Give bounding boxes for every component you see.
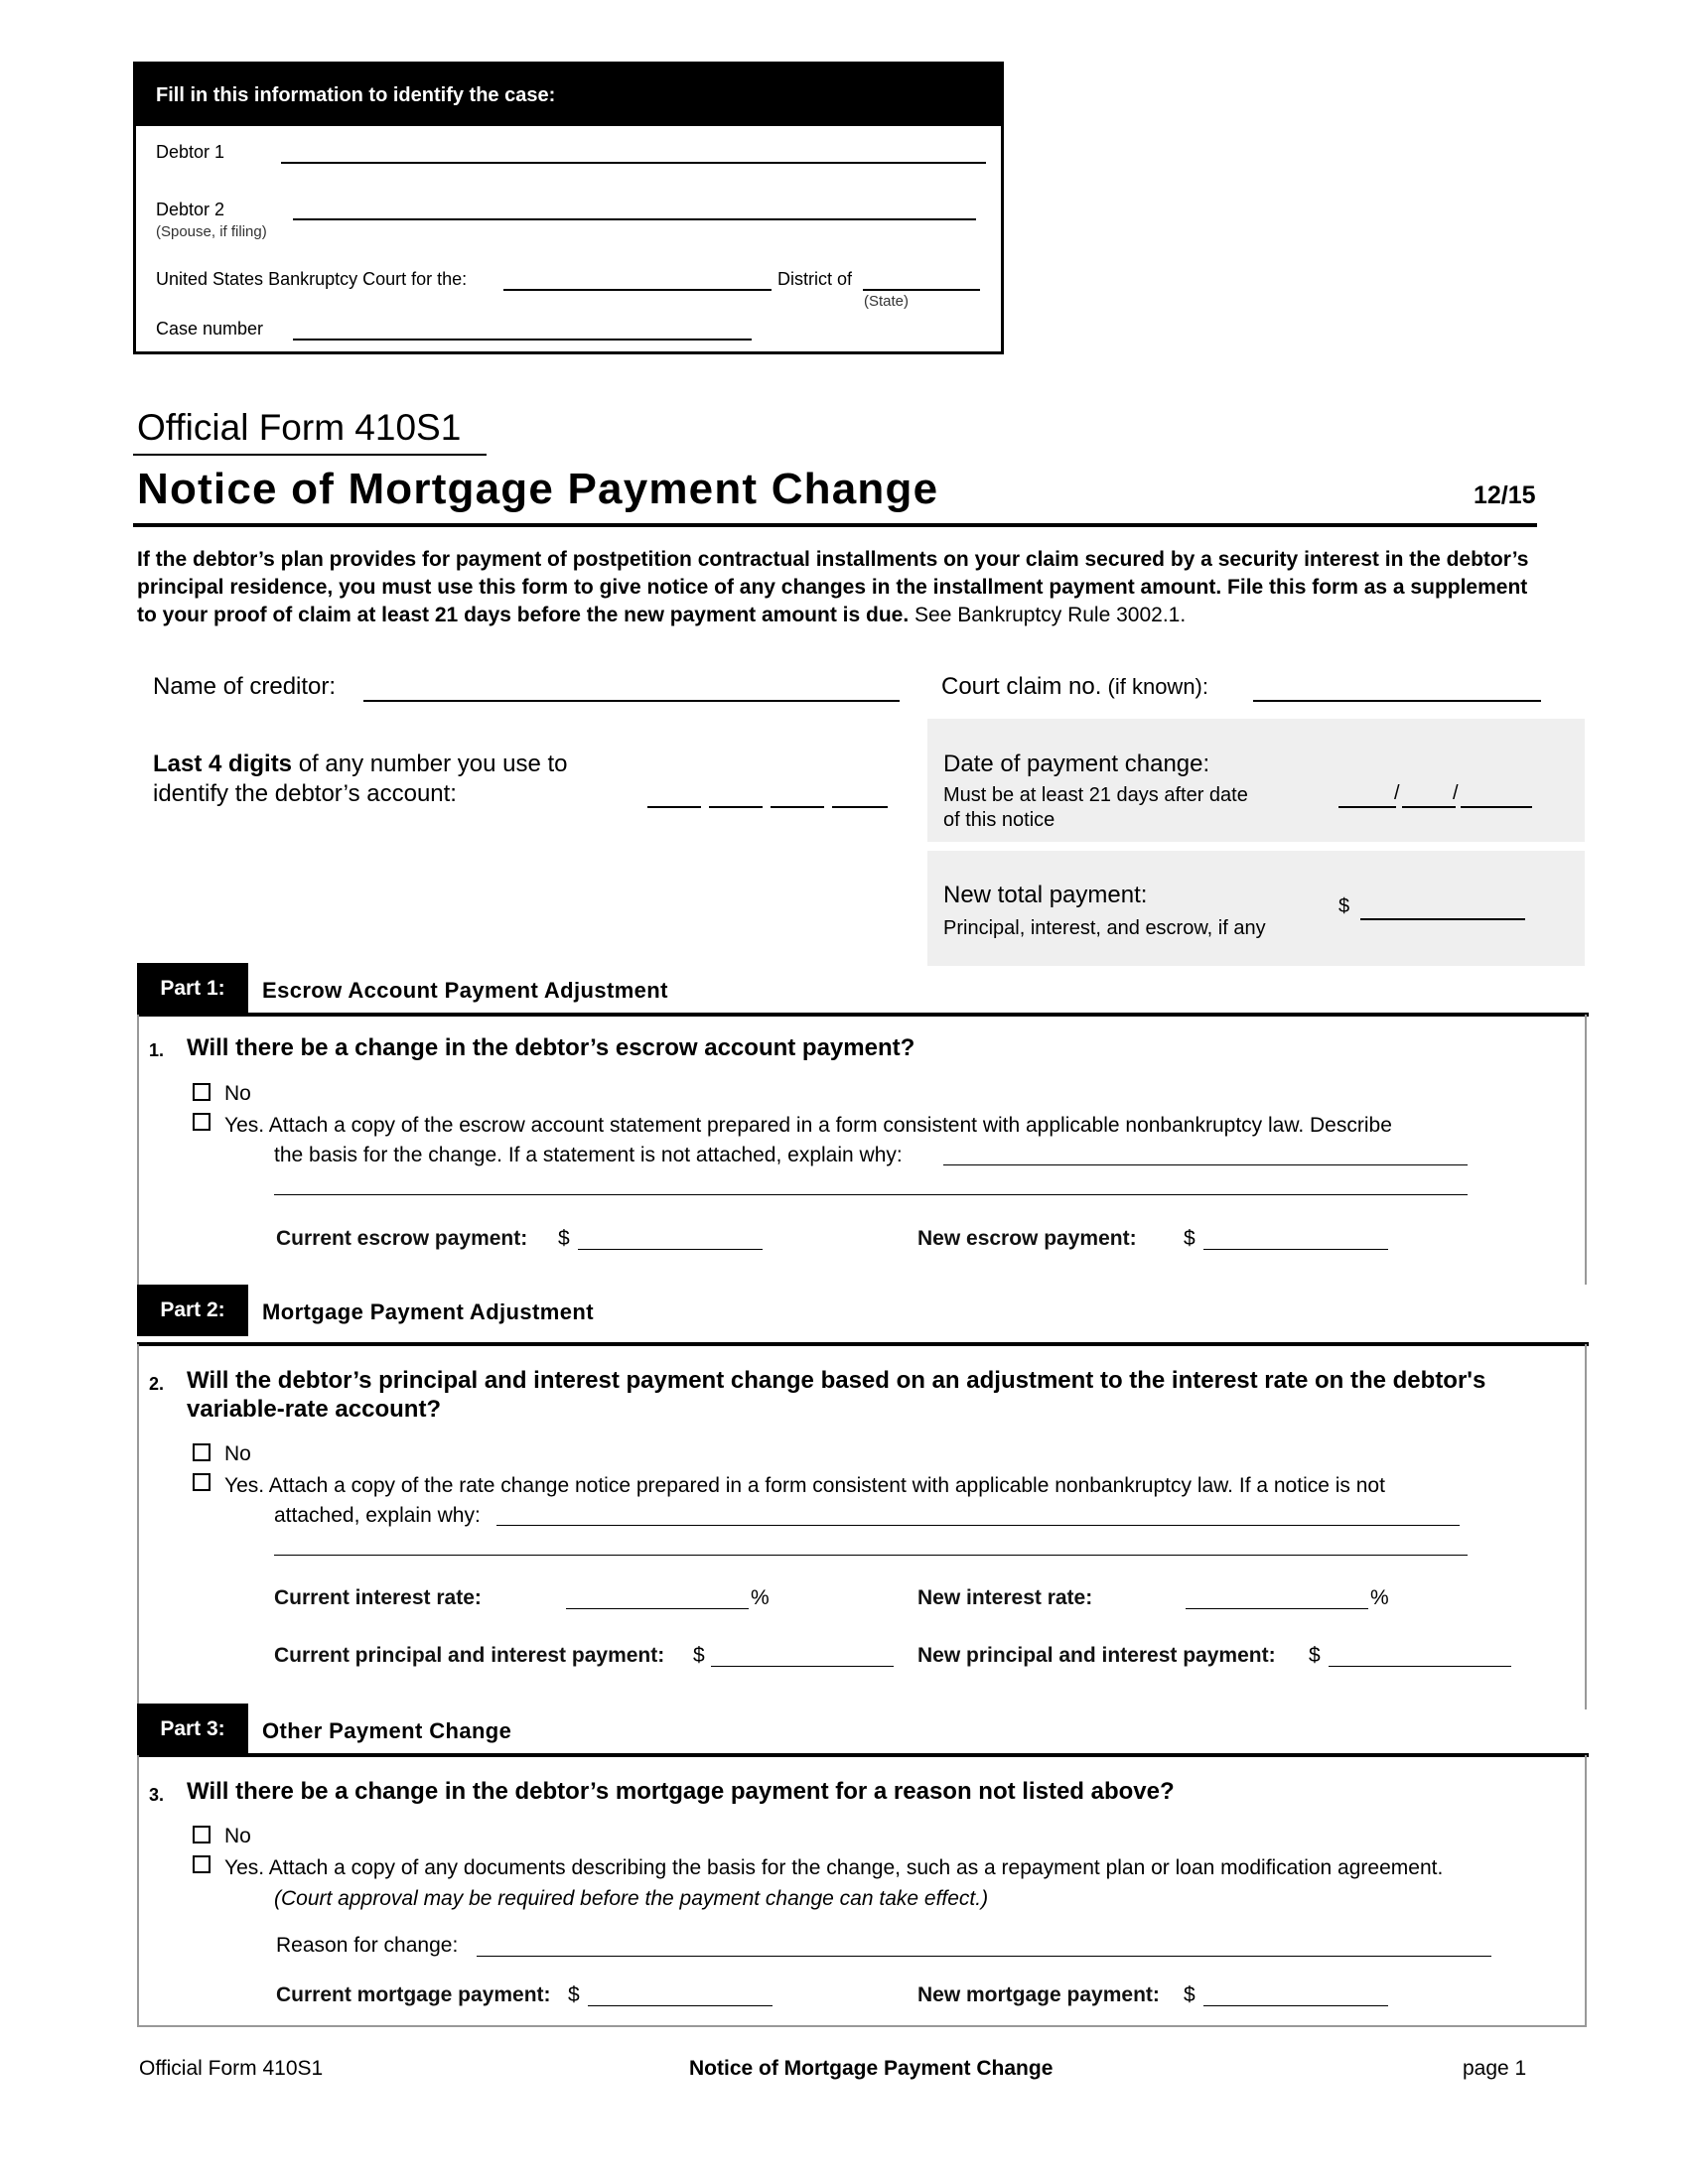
intro-paragraph <box>137 546 1547 629</box>
q1-yes-text-line2: the basis for the change. If a statement is not attached, explain why: <box>274 1144 903 1166</box>
date-change-label: Date of payment change: <box>943 751 1210 777</box>
q3-no-checkbox[interactable] <box>193 1826 211 1843</box>
current-rate-percent: % <box>751 1586 770 1609</box>
q3-yes-text-line1: Yes. Attach a copy of any documents describing the basis for the change, such as a repayment plan or loan modification agreement. <box>224 1856 1444 1879</box>
part1-rule <box>137 1013 1589 1017</box>
part3-bottom-border <box>137 2025 1587 2027</box>
current-escrow-field[interactable] <box>578 1249 763 1250</box>
last4-label-line2: identify the debtor’s account: <box>153 780 457 807</box>
court-claim-label-text: Court claim no <box>941 673 1095 700</box>
court-claim-label <box>941 673 1208 701</box>
creditor-name-field[interactable] <box>363 700 900 702</box>
court-label: United States Bankruptcy Court for the: <box>156 269 468 289</box>
current-rate-label: Current interest rate: <box>274 1586 482 1609</box>
current-pi-label: Current principal and interest payment: <box>274 1644 665 1667</box>
title-rule <box>133 523 1537 527</box>
new-escrow-label: New escrow payment: <box>917 1227 1137 1250</box>
current-mortgage-dollar: $ <box>568 1983 580 2006</box>
part1-tab: Part 1: <box>137 963 248 1015</box>
q3-no-label: No <box>224 1825 251 1847</box>
form-edition: 12/15 <box>1474 481 1536 509</box>
part3-right-border <box>1585 1755 1587 2027</box>
q2-no-checkbox[interactable] <box>193 1443 211 1461</box>
date-year-field[interactable] <box>1461 806 1532 808</box>
new-escrow-field[interactable] <box>1203 1249 1388 1250</box>
debtor1-label: Debtor 1 <box>156 142 225 162</box>
current-escrow-dollar: $ <box>558 1227 570 1250</box>
new-mortgage-dollar: $ <box>1184 1983 1196 2006</box>
date-day-field[interactable] <box>1402 806 1456 808</box>
case-number-field[interactable] <box>293 339 752 341</box>
reason-label: Reason for change: <box>276 1934 459 1957</box>
part3-tab: Part 3: <box>137 1704 248 1755</box>
footer-form-number: Official Form 410S1 <box>139 2057 324 2080</box>
part3-rule <box>137 1753 1589 1757</box>
last4-label <box>153 751 568 778</box>
part2-right-border <box>1585 1344 1587 1709</box>
debtor1-field[interactable] <box>281 162 986 164</box>
new-rate-label: New interest rate: <box>917 1586 1093 1609</box>
q2-yes-checkbox[interactable] <box>193 1473 211 1491</box>
part3-title: Other Payment Change <box>262 1718 512 1743</box>
debtor2-field[interactable] <box>293 218 976 220</box>
question2-text-line1: Will the debtor’s principal and interest payment change based on an adjustment to the interest rate on the debtor's <box>187 1367 1486 1394</box>
date-slash-1: / <box>1394 782 1400 804</box>
last4-bold-text: Last 4 digits <box>153 751 293 777</box>
total-payment-field[interactable] <box>1360 918 1525 920</box>
intro-bold-text: If the debtor’s plan provides for payment of postpetition contractual installments on your claim secured by a security interest in the debtor’s principal residence, you must use this form to give notice of any changes in the installment payment amount. File this form as a supplement to your proof of claim at least 21 days before the new payment amount is due. <box>137 548 1529 626</box>
question2-number: 2. <box>149 1374 165 1394</box>
reason-field[interactable] <box>477 1956 1491 1957</box>
footer-page-number: page 1 <box>1463 2057 1527 2080</box>
q2-explain-field-1[interactable] <box>496 1525 1460 1526</box>
q1-explain-field-2[interactable] <box>274 1194 1468 1195</box>
q2-yes-text-line2: attached, explain why: <box>274 1504 481 1527</box>
date-change-note-2: of this notice <box>943 809 1055 831</box>
creditor-name-label: Name of creditor: <box>153 673 337 700</box>
part1-left-border <box>137 1015 139 1285</box>
state-field[interactable] <box>863 289 980 291</box>
q1-yes-checkbox[interactable] <box>193 1113 211 1131</box>
current-pi-field[interactable] <box>711 1666 894 1667</box>
q2-explain-field-2[interactable] <box>274 1555 1468 1556</box>
part2-left-border <box>137 1344 139 1709</box>
current-rate-field[interactable] <box>566 1608 749 1609</box>
q3-court-approval-note: (Court approval may be required before the payment change can take effect.) <box>274 1887 989 1910</box>
current-mortgage-label: Current mortgage payment: <box>276 1983 551 2006</box>
q3-yes-checkbox[interactable] <box>193 1855 211 1873</box>
last4-digit-4[interactable] <box>832 806 888 808</box>
part2-rule <box>137 1342 1589 1346</box>
date-slash-2: / <box>1453 782 1459 804</box>
q2-yes-text-line1: Yes. Attach a copy of the rate change notice prepared in a form consistent with applicable nonbankruptcy law. If a notice is not <box>224 1474 1385 1497</box>
new-escrow-dollar: $ <box>1184 1227 1196 1250</box>
new-mortgage-label: New mortgage payment: <box>917 1983 1160 2006</box>
new-mortgage-field[interactable] <box>1203 2005 1388 2006</box>
part1-right-border <box>1585 1015 1587 1285</box>
intro-rule-reference: See Bankruptcy Rule 3002.1. <box>909 604 1187 626</box>
page-title: Notice of Mortgage Payment Change <box>137 465 939 513</box>
part2-title: Mortgage Payment Adjustment <box>262 1299 594 1324</box>
question1-number: 1. <box>149 1040 165 1060</box>
part1-title: Escrow Account Payment Adjustment <box>262 978 668 1003</box>
q1-yes-text-line1: Yes. Attach a copy of the escrow account statement prepared in a form consistent with applicable nonbankruptcy law. Describe <box>224 1114 1392 1137</box>
case-box-header: Fill in this information to identify the case: <box>136 65 1001 126</box>
q1-explain-field-1[interactable] <box>943 1164 1468 1165</box>
new-pi-dollar: $ <box>1309 1644 1321 1667</box>
date-month-field[interactable] <box>1338 806 1396 808</box>
court-claim-dot: . <box>1094 673 1102 700</box>
total-payment-dollar: $ <box>1338 895 1350 917</box>
court-claim-field[interactable] <box>1253 700 1541 702</box>
last4-digit-1[interactable] <box>647 806 701 808</box>
case-identification-box <box>133 62 1004 354</box>
question3-number: 3. <box>149 1785 165 1805</box>
debtor2-note: (Spouse, if filing) <box>156 223 267 240</box>
current-mortgage-field[interactable] <box>588 2005 773 2006</box>
part2-tab: Part 2: <box>137 1285 248 1336</box>
question3-text: Will there be a change in the debtor’s mortgage payment for a reason not listed above? <box>187 1778 1175 1805</box>
q1-no-checkbox[interactable] <box>193 1083 211 1101</box>
current-pi-dollar: $ <box>693 1644 705 1667</box>
question1-text: Will there be a change in the debtor’s escrow account payment? <box>187 1034 915 1061</box>
form-number-underline <box>133 454 487 456</box>
form-number: Official Form 410S1 <box>137 407 462 448</box>
new-rate-percent: % <box>1370 1586 1389 1609</box>
total-payment-note: Principal, interest, and escrow, if any <box>943 917 1266 939</box>
footer-title: Notice of Mortgage Payment Change <box>689 2057 1054 2080</box>
court-claim-note: (if known): <box>1101 674 1208 699</box>
state-note: (State) <box>864 293 910 310</box>
q2-no-label: No <box>224 1442 251 1465</box>
new-pi-label: New principal and interest payment: <box>917 1644 1276 1667</box>
district-label: District of <box>777 269 853 289</box>
part3-left-border <box>137 1755 139 2027</box>
last4-digit-3[interactable] <box>771 806 824 808</box>
last4-digit-2[interactable] <box>709 806 763 808</box>
date-change-note-1: Must be at least 21 days after date <box>943 784 1248 806</box>
court-field[interactable] <box>503 289 772 291</box>
new-pi-field[interactable] <box>1329 1666 1511 1667</box>
debtor2-label: Debtor 2 <box>156 200 225 219</box>
question2-text-line2: variable-rate account? <box>187 1396 442 1423</box>
total-payment-label: New total payment: <box>943 882 1148 908</box>
new-rate-field[interactable] <box>1186 1608 1368 1609</box>
case-number-label: Case number <box>156 319 264 339</box>
current-escrow-label: Current escrow payment: <box>276 1227 528 1250</box>
q1-no-label: No <box>224 1082 251 1105</box>
last4-rest-text: of any number you use to <box>292 751 568 777</box>
